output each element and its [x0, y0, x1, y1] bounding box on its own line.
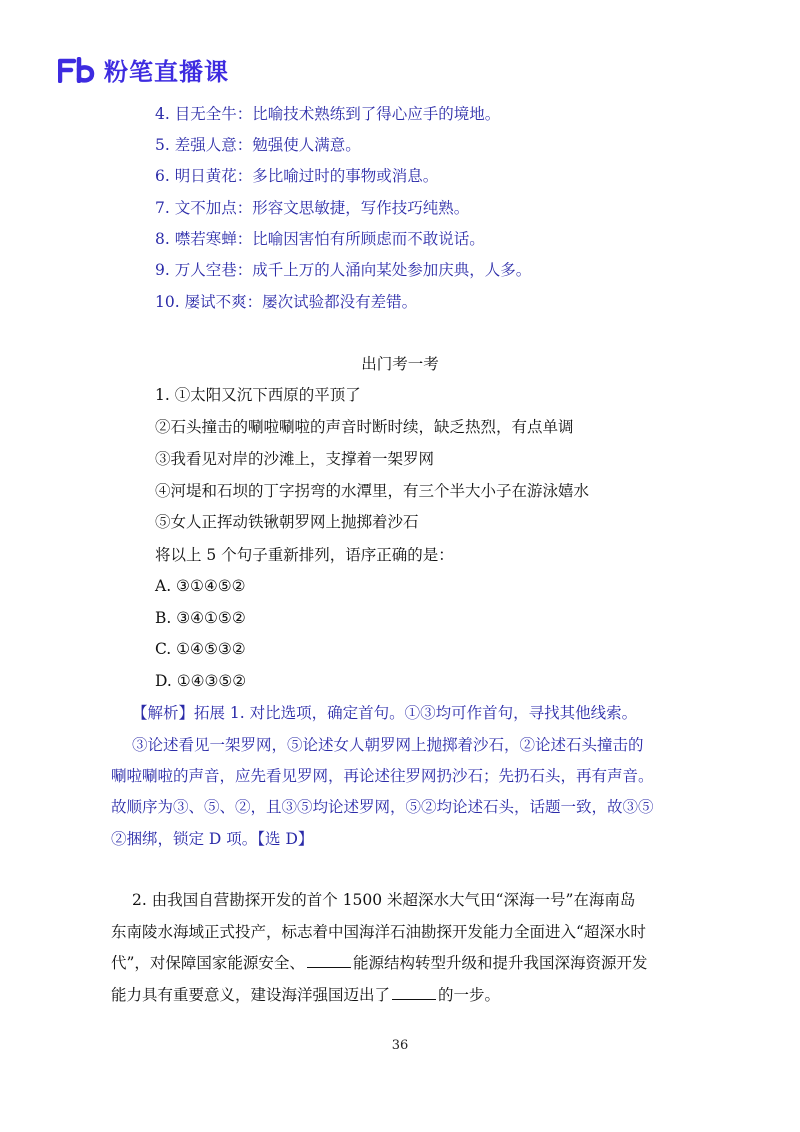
q1-analysis-line: 唰啦唰啦的声音，应先看见罗网，再论述往罗网扔沙石；先扔石头，再有声音。	[111, 767, 654, 785]
definition-item: 6. 明日黄花：多比喻过时的事物或消息。	[155, 167, 439, 185]
q1-analysis-line: ③论述看见一架罗网，⑤论述女人朝罗网上抛掷着沙石，②论述石头撞击的	[132, 736, 644, 754]
q2-text: 能力具有重要意义，建设海洋强国迈出了	[111, 986, 391, 1004]
q1-prompt: 将以上 5 个句子重新排列，语序正确的是：	[155, 546, 454, 564]
page-number: 36	[391, 1038, 409, 1053]
q1-option-c: C. ①④⑤③②	[155, 640, 246, 658]
q1-sentence: ②石头撞击的唰啦唰啦的声音时断时续，缺乏热烈，有点单调	[155, 418, 574, 436]
q1-analysis-line: ②捆绑，锁定 D 项。【选 D】	[111, 830, 314, 848]
definition-item: 7. 文不加点：形容文思敏捷，写作技巧纯熟。	[155, 199, 470, 217]
definition-item: 10. 屡试不爽：屡次试验都没有差错。	[155, 293, 418, 311]
q2-line	[111, 985, 500, 1005]
q2-line: 东南陵水海域正式投产，标志着中国海洋石油勘探开发能力全面进入“超深水时	[111, 923, 646, 941]
q2-text: 的一步。	[438, 986, 501, 1004]
q2-line: 2. 由我国自营勘探开发的首个 1500 米超深水大气田“深海一号”在海南岛	[132, 891, 636, 909]
definition-item: 9. 万人空巷：成千上万的人涌向某处参加庆典，人多。	[155, 261, 532, 279]
q1-option-a: A. ③①④⑤②	[155, 577, 246, 595]
q1-sentence: ④河堤和石坝的丁字拐弯的水潭里，有三个半大小子在游泳嬉水	[155, 482, 590, 500]
section-title: 出门考一考	[361, 355, 439, 373]
definition-item: 8. 噤若寒蝉：比喻因害怕有所顾虑而不敢说话。	[155, 230, 485, 248]
q1-option-d: D. ①④③⑤②	[155, 672, 247, 690]
answer-blank	[307, 953, 351, 968]
q1-sentence: ③我看见对岸的沙滩上，支撑着一架罗网	[155, 450, 435, 468]
definition-item: 5. 差强人意：勉强使人满意。	[155, 136, 361, 154]
q1-sentence: 1. ①太阳又沉下西原的平顶了	[155, 386, 361, 404]
definition-item: 4. 目无全牛：比喻技术熟练到了得心应手的境地。	[155, 105, 501, 123]
q1-option-b: B. ③④①⑤②	[155, 609, 246, 627]
brand-header	[58, 52, 229, 87]
fb-logo-icon	[58, 57, 96, 83]
brand-name: 粉笔直播课	[104, 58, 229, 86]
answer-blank	[392, 985, 436, 1000]
q1-analysis-line: 故顺序为③、⑤、②，且③⑤均论述罗网，⑤②均论述石头，话题一致，故③⑤	[111, 798, 654, 816]
q1-analysis-line: 【解析】拓展 1. 对比选项，确定首句。①③均可作首句，寻找其他线索。	[132, 704, 638, 722]
q2-text: 能源结构转型升级和提升我国深海资源开发	[352, 954, 648, 972]
q2-line	[111, 953, 647, 973]
q1-sentence: ⑤女人正挥动铁锹朝罗网上抛掷着沙石	[155, 513, 419, 531]
q2-text: 代”，对保障国家能源安全、	[111, 954, 305, 972]
